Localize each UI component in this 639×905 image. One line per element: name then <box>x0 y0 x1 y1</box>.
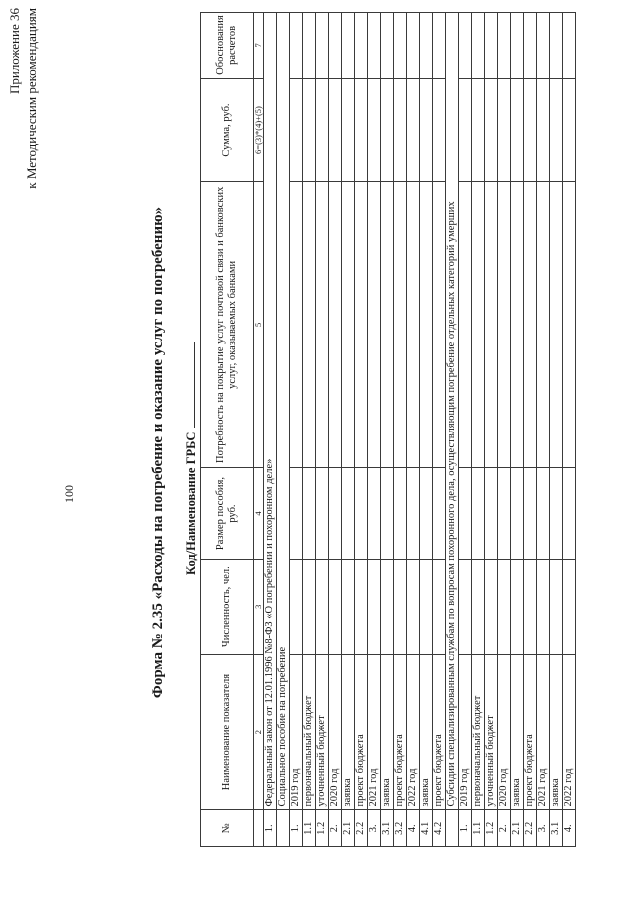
row-number: 4. <box>563 810 576 847</box>
empty-cell[interactable] <box>511 468 524 559</box>
row-number: 1. <box>459 810 472 847</box>
row-label: 2022 год <box>407 654 420 810</box>
row-number: 3.2 <box>394 810 407 847</box>
empty-cell[interactable] <box>511 182 524 468</box>
empty-cell[interactable] <box>290 182 303 468</box>
empty-cell[interactable] <box>537 78 550 181</box>
row-label: Федеральный закон от 12.01.1996 №8-ФЗ «О погребении и похоронном деле» <box>264 13 277 810</box>
empty-cell[interactable] <box>472 559 485 654</box>
column-number: 7 <box>254 13 264 79</box>
column-number: 3 <box>254 559 264 654</box>
empty-cell[interactable] <box>433 182 446 468</box>
appendix-line-1: Приложение 36 <box>7 8 22 95</box>
row-label: заявка <box>342 654 355 810</box>
empty-cell[interactable] <box>303 559 316 654</box>
row-number: 4.2 <box>433 810 446 847</box>
column-number <box>254 810 264 847</box>
empty-cell[interactable] <box>329 78 342 181</box>
row-label: 2021 год <box>368 654 381 810</box>
table-row <box>342 13 355 847</box>
column-header: Численность, чел. <box>201 559 254 654</box>
table-row <box>368 13 381 847</box>
empty-cell[interactable] <box>537 182 550 468</box>
empty-cell[interactable] <box>550 559 563 654</box>
row-number: 1. <box>264 810 277 847</box>
empty-cell[interactable] <box>342 78 355 181</box>
empty-cell[interactable] <box>511 13 524 79</box>
column-number: 5 <box>254 182 264 468</box>
row-number: 4.1 <box>420 810 433 847</box>
row-number: 2. <box>498 810 511 847</box>
empty-cell[interactable] <box>381 78 394 181</box>
row-number: 1.1 <box>303 810 316 847</box>
table-row <box>329 13 342 847</box>
empty-cell[interactable] <box>394 468 407 559</box>
row-number: 2.2 <box>355 810 368 847</box>
empty-cell[interactable] <box>498 78 511 181</box>
empty-cell[interactable] <box>563 559 576 654</box>
empty-cell[interactable] <box>303 13 316 79</box>
table-row <box>485 13 498 847</box>
empty-cell[interactable] <box>511 78 524 181</box>
row-number <box>446 810 459 847</box>
table-row <box>511 13 524 847</box>
empty-cell[interactable] <box>563 13 576 79</box>
empty-cell[interactable] <box>433 13 446 79</box>
empty-cell[interactable] <box>524 559 537 654</box>
column-header: Потребность на покрытие услуг почтовой связи и банковских услуг, оказываемых банками <box>201 182 254 468</box>
empty-cell[interactable] <box>407 182 420 468</box>
row-label: 2020 год <box>329 654 342 810</box>
row-label: 2019 год <box>459 654 472 810</box>
empty-cell[interactable] <box>303 468 316 559</box>
section-row <box>264 13 277 847</box>
empty-cell[interactable] <box>459 13 472 79</box>
empty-cell[interactable] <box>368 468 381 559</box>
appendix-note <box>6 8 40 189</box>
empty-cell[interactable] <box>355 78 368 181</box>
row-number <box>277 810 290 847</box>
empty-cell[interactable] <box>394 559 407 654</box>
header-number-row <box>254 13 264 847</box>
empty-cell[interactable] <box>368 78 381 181</box>
table-row <box>303 13 316 847</box>
row-label: заявка <box>420 654 433 810</box>
row-label: проект бюджета <box>355 654 368 810</box>
empty-cell[interactable] <box>485 559 498 654</box>
empty-cell[interactable] <box>394 182 407 468</box>
empty-cell[interactable] <box>381 559 394 654</box>
row-label: заявка <box>550 654 563 810</box>
empty-cell[interactable] <box>524 78 537 181</box>
column-header: Обоснования расчетов <box>201 13 254 79</box>
column-header: Сумма, руб. <box>201 78 254 181</box>
table-row <box>394 13 407 847</box>
empty-cell[interactable] <box>290 559 303 654</box>
empty-cell[interactable] <box>407 468 420 559</box>
empty-cell[interactable] <box>485 78 498 181</box>
empty-cell[interactable] <box>381 468 394 559</box>
empty-cell[interactable] <box>329 468 342 559</box>
empty-cell[interactable] <box>550 468 563 559</box>
table-body <box>264 13 576 847</box>
row-number: 2.1 <box>511 810 524 847</box>
empty-cell[interactable] <box>381 13 394 79</box>
empty-cell[interactable] <box>550 78 563 181</box>
empty-cell[interactable] <box>498 559 511 654</box>
table-head <box>201 13 264 847</box>
empty-cell[interactable] <box>524 13 537 79</box>
empty-cell[interactable] <box>485 468 498 559</box>
empty-cell[interactable] <box>498 13 511 79</box>
row-number: 2.1 <box>342 810 355 847</box>
empty-cell[interactable] <box>563 78 576 181</box>
expenses-table <box>200 12 576 847</box>
row-label: первоначальный бюджет <box>303 654 316 810</box>
row-number: 1.2 <box>316 810 329 847</box>
empty-cell[interactable] <box>563 468 576 559</box>
table-row <box>316 13 329 847</box>
column-header: Размер пособия, руб. <box>201 468 254 559</box>
row-label: 2021 год <box>537 654 550 810</box>
empty-cell[interactable] <box>394 13 407 79</box>
empty-cell[interactable] <box>290 13 303 79</box>
section-row <box>277 13 290 847</box>
column-header: Наименование показателя <box>201 654 254 810</box>
empty-cell[interactable] <box>342 182 355 468</box>
table-row <box>537 13 550 847</box>
empty-cell[interactable] <box>550 182 563 468</box>
empty-cell[interactable] <box>303 182 316 468</box>
empty-cell[interactable] <box>420 468 433 559</box>
table-row <box>472 13 485 847</box>
empty-cell[interactable] <box>290 468 303 559</box>
empty-cell[interactable] <box>498 182 511 468</box>
empty-cell[interactable] <box>459 182 472 468</box>
row-label: Социальное пособие на погребение <box>277 13 290 810</box>
table-row <box>381 13 394 847</box>
row-number: 2.2 <box>524 810 537 847</box>
empty-cell[interactable] <box>459 468 472 559</box>
row-number: 3. <box>368 810 381 847</box>
row-number: 4. <box>407 810 420 847</box>
empty-cell[interactable] <box>316 468 329 559</box>
row-number: 3. <box>537 810 550 847</box>
row-label: проект бюджета <box>433 654 446 810</box>
table-row <box>524 13 537 847</box>
table-row <box>459 13 472 847</box>
empty-cell[interactable] <box>420 13 433 79</box>
empty-cell[interactable] <box>485 182 498 468</box>
empty-cell[interactable] <box>316 182 329 468</box>
empty-cell[interactable] <box>355 182 368 468</box>
page-number: 100 <box>62 485 76 503</box>
code-label: Код/Наименование ГРБС <box>184 431 198 575</box>
empty-cell[interactable] <box>368 559 381 654</box>
empty-cell[interactable] <box>472 468 485 559</box>
empty-cell[interactable] <box>472 182 485 468</box>
table-row <box>433 13 446 847</box>
empty-cell[interactable] <box>524 468 537 559</box>
empty-cell[interactable] <box>407 559 420 654</box>
column-number: 4 <box>254 468 264 559</box>
table-row <box>355 13 368 847</box>
table-row <box>407 13 420 847</box>
section-row <box>446 13 459 847</box>
empty-cell[interactable] <box>329 559 342 654</box>
form-title: Форма № 2.35 «Расходы на погребение и оказание услуг по погребению» <box>150 206 166 699</box>
empty-cell[interactable] <box>537 13 550 79</box>
empty-cell[interactable] <box>316 559 329 654</box>
empty-cell[interactable] <box>290 78 303 181</box>
row-label: 2020 год <box>498 654 511 810</box>
empty-cell[interactable] <box>420 78 433 181</box>
table-row <box>420 13 433 847</box>
empty-cell[interactable] <box>368 13 381 79</box>
empty-cell[interactable] <box>420 182 433 468</box>
empty-cell[interactable] <box>381 182 394 468</box>
empty-cell[interactable] <box>537 559 550 654</box>
empty-cell[interactable] <box>342 13 355 79</box>
row-label: заявка <box>511 654 524 810</box>
row-label: уточненный бюджет <box>316 654 329 810</box>
empty-cell[interactable] <box>316 13 329 79</box>
empty-cell[interactable] <box>329 13 342 79</box>
row-number: 3.1 <box>550 810 563 847</box>
row-label: первоначальный бюджет <box>472 654 485 810</box>
empty-cell[interactable] <box>433 78 446 181</box>
header-row <box>201 13 254 847</box>
row-number: 1.1 <box>472 810 485 847</box>
row-number: 1. <box>290 810 303 847</box>
empty-cell[interactable] <box>316 78 329 181</box>
row-number: 1.2 <box>485 810 498 847</box>
empty-cell[interactable] <box>550 13 563 79</box>
empty-cell[interactable] <box>537 468 550 559</box>
row-label: заявка <box>381 654 394 810</box>
row-number: 2. <box>329 810 342 847</box>
table-row <box>498 13 511 847</box>
code-underline <box>194 342 195 428</box>
empty-cell[interactable] <box>407 78 420 181</box>
column-number: 6=(3)*(4)+(5) <box>254 78 264 181</box>
column-number: 2 <box>254 654 264 810</box>
empty-cell[interactable] <box>329 182 342 468</box>
empty-cell[interactable] <box>459 78 472 181</box>
empty-cell[interactable] <box>511 559 524 654</box>
empty-cell[interactable] <box>368 182 381 468</box>
empty-cell[interactable] <box>433 559 446 654</box>
empty-cell[interactable] <box>563 182 576 468</box>
appendix-line-2: к Методическим рекомендациям <box>24 8 39 189</box>
empty-cell[interactable] <box>355 13 368 79</box>
empty-cell[interactable] <box>342 468 355 559</box>
empty-cell[interactable] <box>342 559 355 654</box>
empty-cell[interactable] <box>524 182 537 468</box>
table-row <box>563 13 576 847</box>
row-label: 2022 год <box>563 654 576 810</box>
table-row <box>290 13 303 847</box>
code-line <box>184 342 199 575</box>
empty-cell[interactable] <box>355 468 368 559</box>
empty-cell[interactable] <box>407 13 420 79</box>
empty-cell[interactable] <box>394 78 407 181</box>
column-header: № <box>201 810 254 847</box>
empty-cell[interactable] <box>472 13 485 79</box>
row-number: 3.1 <box>381 810 394 847</box>
empty-cell[interactable] <box>459 559 472 654</box>
row-label: 2019 год <box>290 654 303 810</box>
empty-cell[interactable] <box>498 468 511 559</box>
empty-cell[interactable] <box>303 78 316 181</box>
row-label: проект бюджета <box>394 654 407 810</box>
empty-cell[interactable] <box>485 13 498 79</box>
empty-cell[interactable] <box>433 468 446 559</box>
row-label: уточненный бюджет <box>485 654 498 810</box>
empty-cell[interactable] <box>420 559 433 654</box>
table-row <box>550 13 563 847</box>
empty-cell[interactable] <box>355 559 368 654</box>
row-label: Субсидии специализированным службам по вопросам похоронного дела, осуществляющим погребение отдельных категорий умерших <box>446 13 459 810</box>
row-label: проект бюджета <box>524 654 537 810</box>
empty-cell[interactable] <box>472 78 485 181</box>
